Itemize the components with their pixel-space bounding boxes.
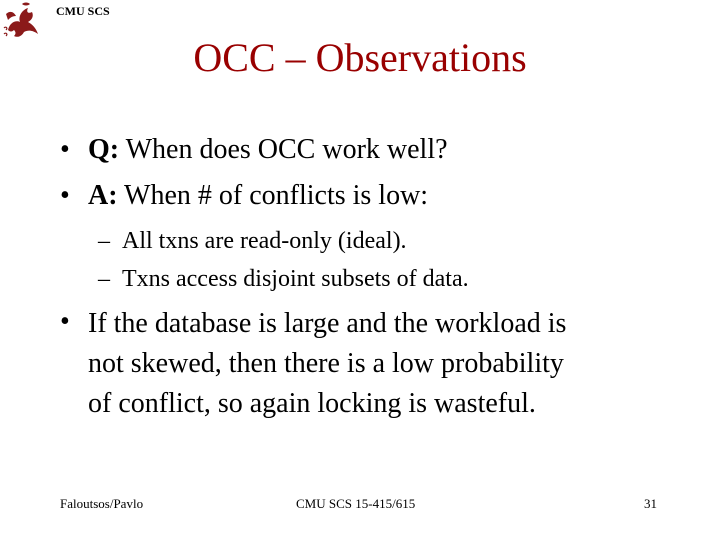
org-label: CMU SCS bbox=[56, 4, 110, 18]
bullet-body: When does OCC work well? bbox=[119, 134, 448, 165]
bullet-paragraph bbox=[88, 304, 566, 424]
bullet-marker: • bbox=[60, 306, 70, 337]
bullet-line: not skewed, then there is a low probability bbox=[88, 348, 564, 379]
bullet-body: When # of conflicts is low: bbox=[117, 180, 429, 211]
bullet-label: A: bbox=[88, 180, 118, 211]
footer-page-number: 31 bbox=[644, 496, 657, 511]
bullet-text bbox=[88, 178, 428, 214]
footer-course: CMU SCS 15-415/615 bbox=[296, 496, 416, 511]
bullet-label: Q: bbox=[88, 134, 120, 165]
sub-bullet-marker: – bbox=[98, 266, 110, 292]
bullet-marker: • bbox=[60, 134, 70, 165]
sub-bullet-text: Txns access disjoint subsets of data. bbox=[122, 266, 469, 292]
sub-bullet-marker: – bbox=[98, 228, 110, 254]
bullet-line: of conflict, so again locking is wasteful. bbox=[88, 388, 536, 419]
footer-authors: Faloutsos/Pavlo bbox=[60, 496, 144, 511]
slide-title: OCC – Observations bbox=[193, 35, 527, 80]
sub-bullet-text: All txns are read-only (ideal). bbox=[122, 228, 407, 254]
bullet-marker: • bbox=[60, 180, 70, 211]
bullet-text bbox=[88, 132, 448, 168]
bullet-line: If the database is large and the workload is bbox=[88, 308, 567, 339]
